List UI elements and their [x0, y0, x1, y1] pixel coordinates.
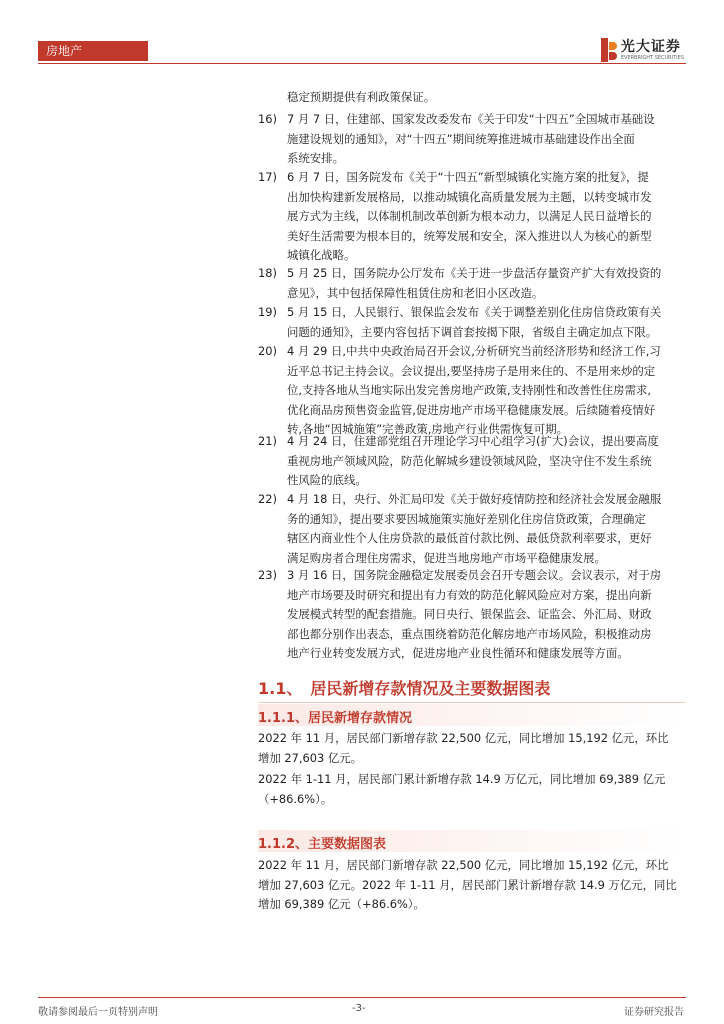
list-item-line: 5 月 15 日，人民银行、银保监会发布《关于调整差别化住房信贷政策有关	[287, 305, 662, 319]
list-item-number: 18)	[258, 266, 277, 280]
section-tag: 房地产	[38, 41, 148, 61]
list-item	[258, 432, 686, 491]
list-item-line: 4 月 24 日，住建部党组召开理论学习中心组学习(扩大)会议，提出要高度	[287, 434, 659, 448]
list-item	[258, 110, 686, 169]
list-item-line: 性风险的底线。	[287, 473, 367, 487]
paragraph-line: 增加 27,603 亿元。2022 年 1-11 月，居民部门累计新增存款 14.9 万亿元，同比	[258, 877, 677, 892]
section-heading: 1.1、 居民新增存款情况及主要数据图表	[258, 679, 551, 698]
header-divider	[38, 63, 686, 64]
list-item	[258, 303, 686, 342]
paragraph	[258, 770, 688, 809]
list-item-line: 地产行业转变发展方式，促进房地产业良性循环和健康发展等方面。	[287, 646, 629, 660]
paragraph	[258, 729, 688, 768]
list-item	[258, 490, 686, 568]
paragraph-line: 增加 27,603 亿元。	[258, 750, 363, 765]
paragraph-line: 2022 年 11 月，居民部门新增存款 22,500 亿元，同比增加 15,192 亿元，环比	[258, 731, 669, 745]
list-item-line: 城镇化战略。	[287, 248, 356, 262]
list-item-number: 21)	[258, 434, 277, 448]
footer-divider	[38, 997, 686, 998]
section-heading-divider	[258, 702, 686, 703]
list-item-line: 7 月 7 日，住建部、国家发改委发布《关于印发“十四五”全国城市基础设	[287, 112, 655, 126]
paragraph-line: 2022 年 11 月，居民部门新增存款 22,500 亿元，同比增加 15,192 亿元，环比	[258, 858, 669, 872]
list-item-line: 重视房地产领域风险，防范化解城乡建设领域风险，坚决守住不发生系统	[287, 453, 652, 468]
company-logo	[601, 36, 684, 64]
paragraph	[258, 856, 688, 915]
paragraph-line: 增加 69,389 亿元（+86.6%）。	[258, 897, 425, 911]
logo-mark-icon	[601, 38, 617, 62]
page-number: -3-	[352, 1003, 366, 1014]
list-item-number: 19)	[258, 305, 277, 319]
list-item	[258, 342, 686, 440]
list-item-line: 近平总书记主持会议。会议提出,要坚持房子是用来住的、不是用来炒的定	[287, 363, 656, 378]
footer-disclaimer: 敬请参阅最后一页特别声明	[38, 1007, 158, 1018]
list-item-line: 美好生活需要为根本目的，统筹发展和安全，深入推进以人为核心的新型	[287, 228, 652, 243]
list-item-line: 5 月 25 日，国务院办公厅发布《关于进一步盘活存量资产扩大有效投资的	[287, 266, 662, 280]
list-item-line: 位,支持各地从当地实际出发完善房地产政策,支持刚性和改善性住房需求,	[287, 383, 651, 397]
list-item-line: 满足购房者合理住房需求，促进当地房地产市场平稳健康发展。	[287, 550, 606, 565]
list-item-line: 意见》，其中包括保障性租赁住房和老旧小区改造。	[287, 285, 544, 300]
list-item-line: 3 月 16 日，国务院金融稳定发展委员会召开专题会议。会议表示，对于房	[287, 568, 662, 582]
list-item-line: 施建设规划的通知》，对“十四五”期间统筹推进城市基础建设作出全面	[287, 131, 635, 146]
list-item-number: 16)	[258, 112, 277, 126]
list-item	[258, 566, 686, 664]
list-item-line: 地产市场要及时研究和提出有力有效的防范化解风险应对方案，提出向新	[287, 587, 652, 602]
logo-name: 光大证券	[620, 38, 681, 55]
list-item-number: 22)	[258, 492, 277, 506]
list-item-line: 系统安排。	[287, 151, 344, 165]
list-item-number: 23)	[258, 568, 277, 582]
subsection-heading: 1.1.2、主要数据图表	[258, 837, 387, 852]
list-item-number: 17)	[258, 170, 277, 184]
list-item-line: 出加快构建新发展格局，以推动城镇化高质量发展为主题，以转变城市发	[287, 189, 652, 204]
intro-text: 稳定预期提供有利政策保证。	[287, 90, 436, 104]
list-item-line: 展方式为主线，以体制机制改革创新为根本动力，以满足人民日益增长的	[287, 209, 652, 223]
paragraph-line: 2022 年 1-11 月，居民部门累计新增存款 14.9 万亿元，同比增加 69,389 亿元	[258, 772, 666, 786]
list-item-line: 优化商品房预售资金监管,促进房地产市场平稳健康发展。后续随着疫情好	[287, 402, 656, 417]
list-item-line: 4 月 29 日,中共中央政治局召开会议,分析研究当前经济形势和经济工作,习	[287, 344, 661, 358]
list-item-line: 6 月 7 日，国务院发布《关于“十四五”新型城镇化实施方案的批复》，提	[287, 170, 649, 184]
subsection-heading: 1.1.1、居民新增存款情况	[258, 711, 413, 726]
paragraph-line: （+86.6%）。	[258, 791, 333, 806]
list-item-line: 发展模式转型的配套措施。同日央行、银保监会、证监会、外汇局、财政	[287, 607, 652, 621]
list-item	[258, 168, 686, 266]
footer-doc-type: 证券研究报告	[624, 1007, 684, 1018]
list-item-line: 务的通知》，提出要求要因城施策实施好差别化住房信贷政策，合理确定	[287, 511, 646, 526]
list-item-line: 问题的通知》，主要内容包括下调首套按揭下限，省级自主确定加点下限。	[287, 324, 658, 339]
list-item-line: 辖区内商业性个人住房贷款的最低首付款比例、最低贷款利率要求，更好	[287, 531, 652, 545]
list-item-number: 20)	[258, 344, 277, 358]
logo-english-name: EVERBRIGHT SECURITIES	[620, 54, 684, 61]
list-item-line: 转,各地“因城施策”完善政策,房地产行业供需恢复可期。	[287, 422, 569, 436]
list-item-line: 部也都分别作出表态，重点围绕着防范化解房地产市场风险，积极推动房	[287, 626, 652, 641]
list-item-line: 4 月 18 日，央行、外汇局印发《关于做好疫情防控和经济社会发展金融服	[287, 492, 662, 506]
list-item	[258, 264, 686, 303]
